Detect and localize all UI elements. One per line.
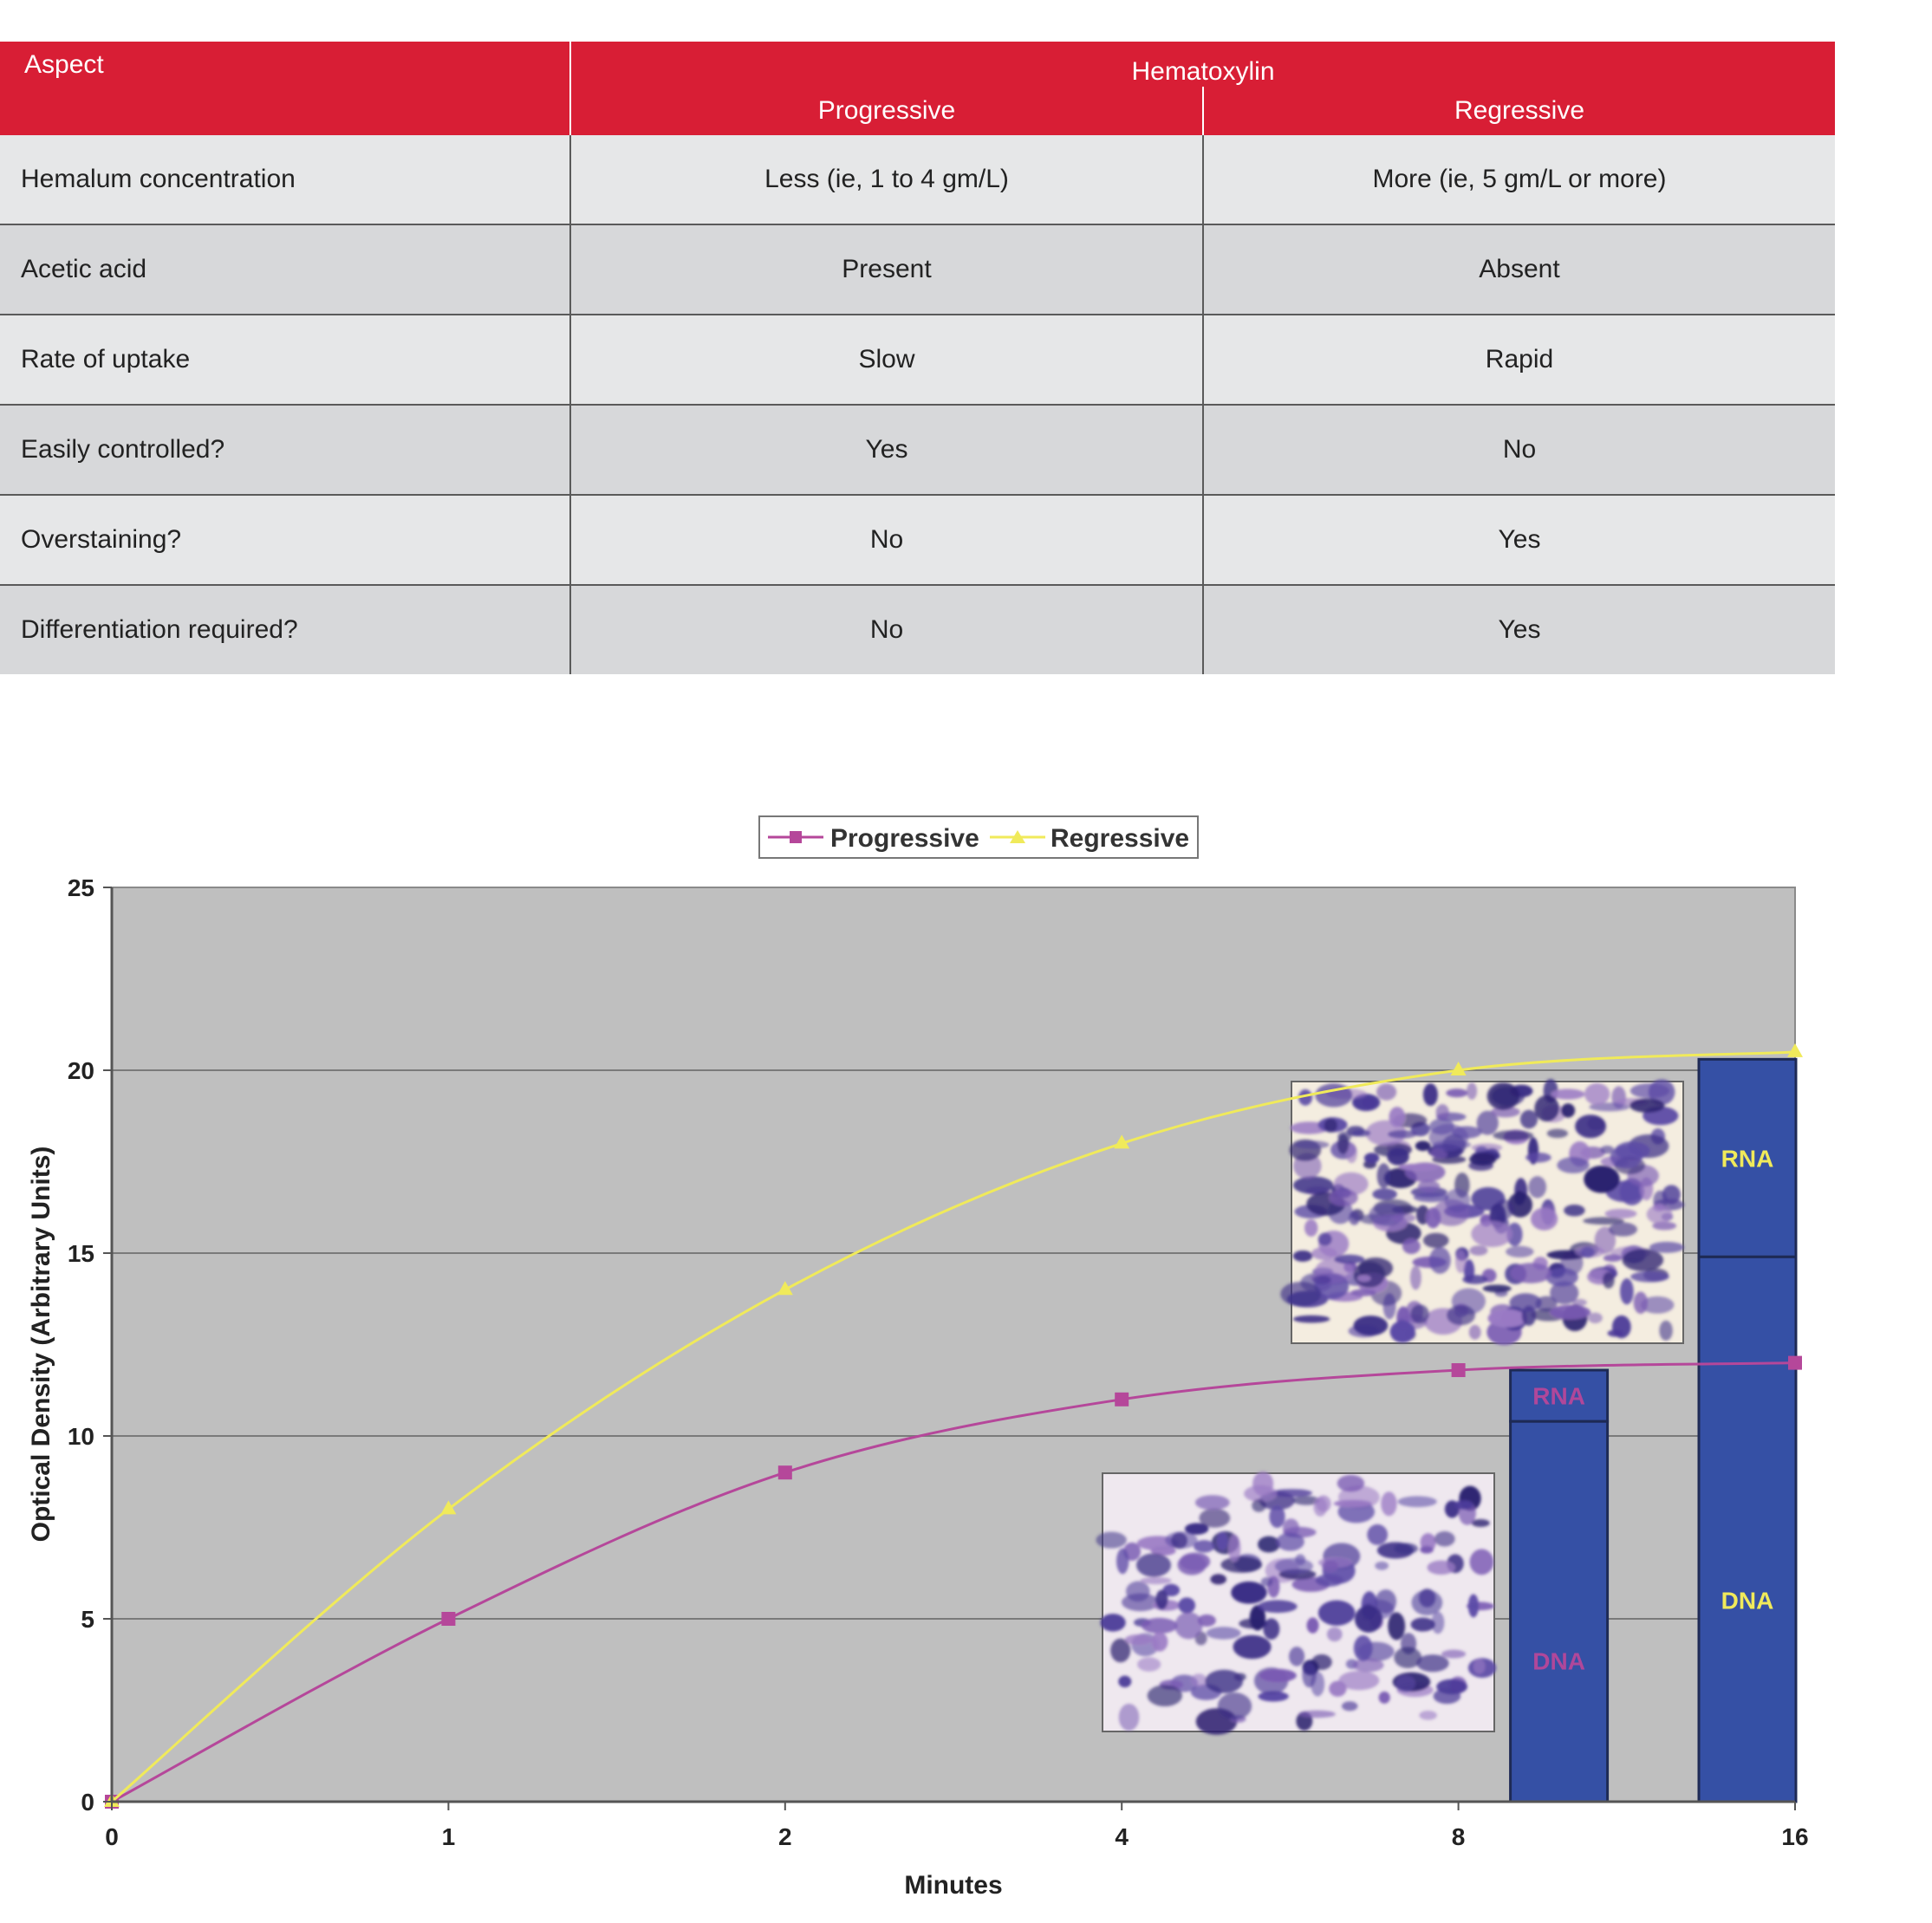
nucleus [1623, 1249, 1664, 1271]
nucleus [1445, 1189, 1471, 1212]
header-hematoxylin: Hematoxylin [570, 42, 1835, 87]
nucleus [1261, 1577, 1273, 1586]
nucleus [1441, 1650, 1466, 1659]
nucleus [1649, 1242, 1684, 1253]
nucleus [1603, 1272, 1615, 1289]
nucleus [1191, 1673, 1207, 1686]
nucleus [1140, 1577, 1171, 1584]
data-point [441, 1612, 455, 1626]
table-row [0, 224, 1835, 315]
nucleus [1137, 1657, 1161, 1671]
nucleus [1511, 1263, 1551, 1283]
nucleus [1411, 1618, 1435, 1632]
nucleus [1487, 1309, 1526, 1328]
nucleus [1414, 1192, 1449, 1202]
legend-progressive-marker [790, 831, 802, 843]
data-point [1788, 1356, 1802, 1370]
nucleus [1454, 1500, 1473, 1509]
nucleus [1630, 1083, 1669, 1098]
nucleus [1337, 1134, 1349, 1153]
nucleus [1415, 1141, 1431, 1152]
nucleus [1561, 1103, 1575, 1117]
nucleus [1217, 1532, 1228, 1550]
nucleus [1100, 1614, 1125, 1631]
nucleus [1298, 1711, 1336, 1718]
data-point [1115, 1393, 1129, 1407]
y-tick-label: 5 [81, 1606, 94, 1633]
nucleus [1275, 1558, 1313, 1575]
nucleus [1436, 1104, 1449, 1121]
cell-regressive: Rapid [1203, 315, 1835, 405]
nucleus [1364, 1153, 1379, 1163]
comparison-table [0, 42, 1835, 674]
nucleus [1473, 1659, 1486, 1674]
nucleus [1293, 1316, 1330, 1323]
cell-aspect: Hemalum concentration [0, 135, 570, 224]
nucleus [1295, 1140, 1330, 1148]
nucleus [1352, 1659, 1383, 1673]
nucleus [1410, 1304, 1428, 1323]
nucleus [1136, 1553, 1171, 1576]
nucleus [1395, 1675, 1415, 1692]
table-row [0, 585, 1835, 674]
nucleus [1531, 1208, 1558, 1231]
nucleus [1375, 1562, 1389, 1570]
nucleus [1210, 1574, 1226, 1584]
nucleus [1178, 1597, 1195, 1613]
nucleus [1557, 1157, 1589, 1173]
nucleus [1350, 1289, 1376, 1296]
optical-density-chart [0, 797, 1932, 1915]
nucleus [1327, 1627, 1343, 1642]
data-point [778, 1465, 792, 1479]
nucleus [1423, 1233, 1449, 1248]
nucleus [1334, 1255, 1364, 1264]
nucleus [1177, 1555, 1206, 1575]
table-body [0, 135, 1835, 674]
nucleus [1318, 1232, 1332, 1245]
nucleus [1199, 1509, 1230, 1528]
legend [759, 816, 1198, 858]
nucleus [1389, 1107, 1405, 1127]
nucleus [1151, 1632, 1168, 1651]
nucleus [1293, 1251, 1313, 1262]
nucleus [1148, 1685, 1182, 1706]
bar-label: RNA [1532, 1382, 1585, 1410]
nucleus [1269, 1505, 1285, 1528]
cell-progressive: No [570, 495, 1203, 585]
nucleus [1487, 1082, 1520, 1110]
nucleus [1605, 1209, 1637, 1218]
nucleus [1608, 1329, 1623, 1336]
nucleus [1155, 1590, 1168, 1610]
nucleus [1231, 1582, 1266, 1604]
header-progressive: Progressive [570, 87, 1203, 135]
nucleus [1342, 1701, 1358, 1711]
nucleus [1357, 1275, 1371, 1282]
nucleus [1280, 1282, 1321, 1307]
bar-label: RNA [1721, 1145, 1774, 1173]
nucleus [1429, 1124, 1469, 1151]
nucleus [1118, 1676, 1131, 1687]
nucleus [1610, 1146, 1643, 1169]
nucleus [1388, 1130, 1416, 1139]
nucleus [1436, 1679, 1467, 1694]
nucleus [1252, 1499, 1265, 1512]
nucleus [1379, 1692, 1390, 1704]
x-tick-label: 1 [441, 1823, 456, 1850]
nucleus [1351, 1129, 1370, 1136]
nucleus [1419, 1711, 1436, 1720]
cell-regressive: More (ie, 5 gm/L or more) [1203, 135, 1835, 224]
cell-progressive: Slow [570, 315, 1203, 405]
nucleus [1311, 1247, 1337, 1260]
cell-progressive: Present [570, 224, 1203, 315]
nucleus [1322, 1560, 1338, 1572]
nucleus [1506, 1246, 1533, 1257]
nucleus [1520, 1110, 1538, 1129]
nucleus [1547, 1129, 1568, 1139]
header-aspect: Aspect [0, 42, 570, 135]
nucleus [1398, 1164, 1438, 1171]
nucleus [1493, 1130, 1533, 1140]
nucleus [1462, 1275, 1487, 1283]
nucleus [1349, 1211, 1360, 1225]
nucleus [1354, 1262, 1385, 1288]
cell-progressive: Less (ie, 1 to 4 gm/L) [570, 135, 1203, 224]
nucleus [1416, 1654, 1448, 1672]
nucleus [1207, 1627, 1241, 1639]
x-tick-label: 2 [778, 1823, 792, 1850]
nucleus [1142, 1618, 1178, 1634]
nucleus [1126, 1582, 1150, 1602]
cell-regressive: Absent [1203, 224, 1835, 315]
nucleus [1402, 1238, 1421, 1254]
y-tick-label: 10 [67, 1423, 94, 1450]
nucleus [1318, 1601, 1356, 1626]
nucleus [1550, 1305, 1590, 1320]
nucleus [1588, 1313, 1603, 1323]
nucleus [1470, 1549, 1494, 1575]
cell-aspect: Differentiation required? [0, 585, 570, 674]
nucleus [1329, 1189, 1358, 1206]
nucleus [1302, 1662, 1316, 1687]
nucleus [1376, 1083, 1396, 1100]
legend-progressive-label: Progressive [830, 824, 979, 853]
nucleus [1647, 1205, 1673, 1224]
nucleus [1620, 1278, 1634, 1304]
nucleus [1392, 1213, 1415, 1223]
nucleus [1119, 1704, 1140, 1731]
nucleus [1467, 1082, 1477, 1100]
nucleus [1428, 1561, 1455, 1575]
nucleus [1304, 1219, 1317, 1237]
bar-segment [1511, 1421, 1608, 1802]
nucleus [1194, 1540, 1214, 1552]
nucleus [1171, 1532, 1187, 1549]
table-row [0, 405, 1835, 495]
nucleus [1263, 1618, 1279, 1640]
cell-aspect: Easily controlled? [0, 405, 570, 495]
nucleus [1468, 1594, 1479, 1617]
nucleus [1205, 1670, 1243, 1693]
nucleus [1603, 1254, 1622, 1261]
nucleus [1337, 1475, 1364, 1491]
nucleus [1096, 1532, 1126, 1549]
nucleus [1469, 1245, 1487, 1256]
header-regressive: Regressive [1203, 87, 1835, 135]
bar-label: DNA [1532, 1647, 1585, 1675]
nucleus [1398, 1496, 1437, 1507]
nucleus [1584, 1083, 1610, 1105]
nucleus [1525, 1153, 1551, 1162]
nucleus [1551, 1089, 1585, 1100]
nucleus [1387, 1147, 1408, 1165]
nucleus [1329, 1681, 1346, 1697]
y-axis-title: Optical Density (Arbitrary Units) [27, 1146, 55, 1543]
nucleus [1584, 1166, 1619, 1193]
nucleus [1394, 1543, 1418, 1555]
cell-regressive: Yes [1203, 495, 1835, 585]
nucleus [1581, 1247, 1595, 1258]
x-ticks [105, 1802, 1808, 1850]
cell-aspect: Acetic acid [0, 224, 570, 315]
nucleus [1483, 1284, 1512, 1292]
nucleus [1307, 1618, 1319, 1634]
nucleus [1381, 1491, 1396, 1516]
legend-regressive-label: Regressive [1051, 824, 1190, 853]
cell-progressive: No [570, 585, 1203, 674]
nucleus [1221, 1556, 1263, 1573]
nucleus [1564, 1205, 1584, 1217]
nucleus [1363, 1098, 1376, 1108]
x-tick-label: 4 [1115, 1823, 1129, 1850]
cell-aspect: Overstaining? [0, 495, 570, 585]
table-row [0, 315, 1835, 405]
nucleus [1218, 1692, 1252, 1719]
bar-label: DNA [1721, 1587, 1774, 1614]
x-tick-label: 0 [105, 1823, 119, 1850]
nucleus [1367, 1524, 1388, 1545]
nucleus [1411, 1590, 1442, 1615]
nucleus [1410, 1265, 1421, 1290]
y-tick-label: 25 [67, 874, 94, 901]
nucleus [1195, 1495, 1230, 1510]
nucleus [1472, 1519, 1490, 1527]
nucleus [1446, 1088, 1467, 1097]
nucleus [1509, 1293, 1541, 1312]
nucleus [1630, 1099, 1664, 1113]
table-header [0, 42, 1835, 135]
nucleus [1276, 1533, 1304, 1551]
nucleus [1659, 1321, 1672, 1341]
nucleus [1259, 1669, 1297, 1682]
nucleus [1354, 1635, 1373, 1661]
nucleus [1426, 1207, 1441, 1228]
y-tick-label: 20 [67, 1057, 94, 1084]
nucleus [1630, 1271, 1669, 1283]
nucleus [1334, 1500, 1372, 1507]
nucleus [1258, 1536, 1280, 1553]
nucleus [1228, 1535, 1240, 1562]
nucleus [1388, 1612, 1405, 1640]
nucleus [1272, 1489, 1313, 1497]
nucleus [1469, 1325, 1481, 1340]
nucleus [1634, 1292, 1648, 1314]
y-ticks [68, 874, 112, 1816]
nucleus [1258, 1600, 1297, 1613]
nucleus [1583, 1217, 1624, 1225]
nucleus [1116, 1549, 1129, 1575]
table-row [0, 135, 1835, 224]
nucleus [1434, 1531, 1455, 1547]
table-row [0, 495, 1835, 585]
cell-regressive: No [1203, 405, 1835, 495]
nucleus [1534, 1095, 1559, 1121]
y-tick-label: 15 [67, 1240, 94, 1267]
cell-aspect: Rate of uptake [0, 315, 570, 405]
nucleus [1455, 1250, 1467, 1273]
bar-segment [1699, 1257, 1796, 1802]
nucleus [1447, 1305, 1475, 1325]
nucleus [1174, 1612, 1202, 1639]
nucleus [1376, 1589, 1396, 1614]
cell-regressive: Yes [1203, 585, 1835, 674]
data-point [1452, 1363, 1466, 1377]
nucleus [1233, 1635, 1272, 1659]
micrograph-progressive [1096, 1471, 1496, 1735]
nucleus [1423, 1083, 1438, 1106]
nucleus [1293, 1177, 1334, 1194]
x-axis-title: Minutes [904, 1871, 1003, 1900]
nucleus [1377, 1163, 1391, 1188]
nucleus [1324, 1118, 1337, 1132]
nucleus [1528, 1176, 1546, 1198]
x-tick-label: 8 [1451, 1823, 1466, 1850]
nucleus [1289, 1647, 1304, 1666]
nucleus [1469, 1153, 1496, 1166]
micrograph-regressive [1280, 1079, 1684, 1345]
nucleus [1420, 1546, 1434, 1554]
nucleus [1429, 1247, 1451, 1274]
nucleus [1390, 1321, 1415, 1342]
y-tick-label: 0 [81, 1789, 94, 1816]
nucleus [1372, 1188, 1397, 1200]
x-tick-label: 16 [1781, 1823, 1809, 1850]
nucleus [1575, 1114, 1606, 1138]
nucleus [1354, 1316, 1389, 1335]
nucleus [1125, 1634, 1152, 1645]
nucleus [1313, 1497, 1327, 1517]
nucleus [1609, 1223, 1637, 1237]
nucleus [1471, 1221, 1512, 1247]
nucleus [1418, 1180, 1441, 1192]
nucleus [1313, 1276, 1331, 1284]
nucleus [1316, 1575, 1343, 1587]
cell-progressive: Yes [570, 405, 1203, 495]
